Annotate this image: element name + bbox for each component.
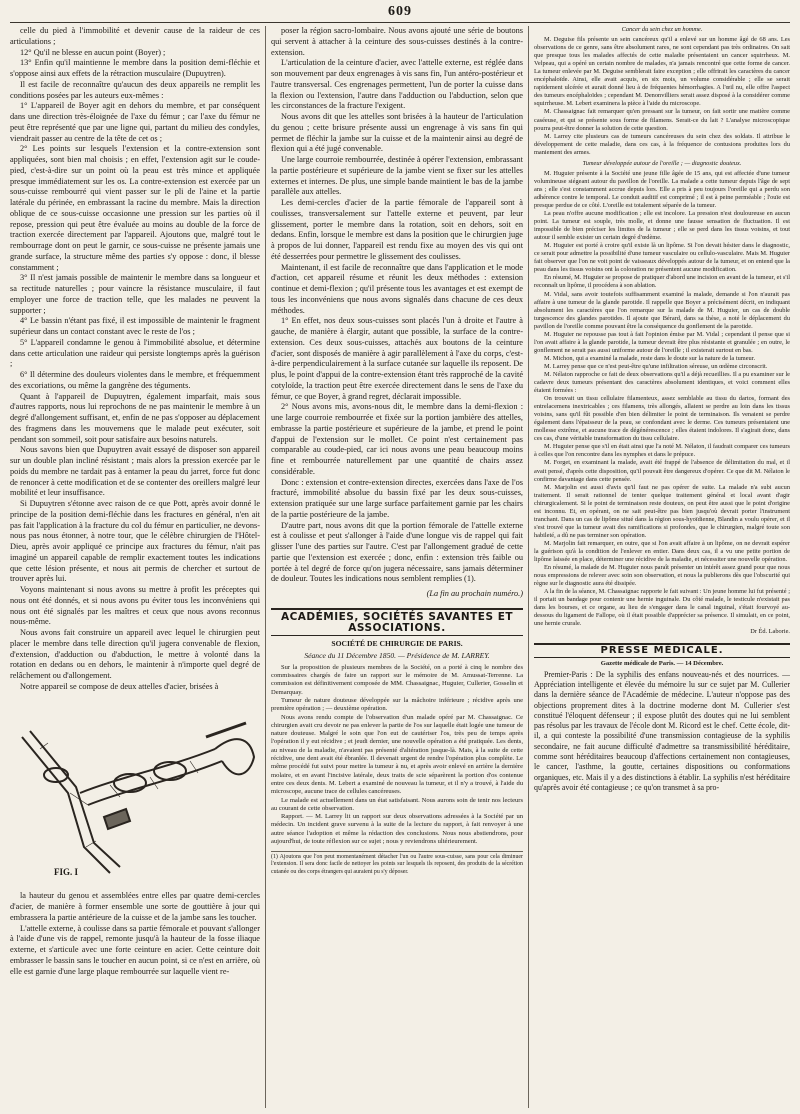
paragraph: 5° L'appareil condamne le genou à l'immobilité absolue, et détermine dans cette articulation une raideur qui persiste longtemps après la guérison ; bbox=[10, 337, 260, 369]
paragraph: Il est facile de reconnaître qu'aucun des deux appareils ne remplit les conditions posées par les auteurs eux-mêmes : bbox=[10, 79, 260, 100]
column-2 bbox=[271, 26, 523, 1110]
footnote: (1) Ajoutons que l'on peut momentanément détacher l'un ou l'autre sous-cuisse, sans pour cela diminuer l'extension. Il sera donc facile de nettoyer les points sur lesquels ils reposent, des produits de la sécrétion cutanée ou des corps étrangers qui auraient pu s'y déposer. bbox=[271, 851, 523, 876]
paragraph: D'autre part, nous avons dit que la portion fémorale de l'attelle externe est à coulisse et peut s'allonger à l'aide d'une longue vis de rappel qui fait glisser l'une des parties sur l'autre. C'est par l'allongement gradué de cette partie que l'extension est exercée ; donc, enfin : extension très faible ou portée à tel degré de force qu'on jugera nécessaire, sans jamais déterminer de douleur. Toutes les indications nous semblent remplies (1). bbox=[271, 520, 523, 584]
col3-paragraphs-2 bbox=[534, 170, 790, 629]
paragraph: En résumé, la malade de M. Huguier nous paraît présenter un intérêt assez grand pour que nous nous empressions de relever avec soin son observation, et nous la publierons dès que l'obscurité qui règne sur le diagnostic aura été dissipée. bbox=[534, 564, 790, 588]
paragraph: M. Marjolin fait remarquer, en outre, que si l'on avait affaire à un lipôme, on ne devrait espérer la guérison qu'à la condition de l'enlever en entier. Dans deux cas, il a vu une petite portion de lipôme laissée en place, déterminer une récidive de la maladie, et nécessiter une nouvelle opération. bbox=[534, 539, 790, 564]
paragraph: M. Vidal, sans avoir toutefois suffisamment examiné la malade, demande si l'on n'aurait pas affaire à une tumeur de la glande parotide. Il rappelle que Boyer a précisément décrit, en indiquant absolument les caractères que l'on remarque sur la malade de M. Huguier, un cas de double turgescence des glandes parotides. Il ajoute que Bérard, dans sa thèse, a noté le déplacement du pavillon de l'oreille comme pouvant être la conséquence du gonflement de la parotide. bbox=[534, 290, 790, 330]
paragraph: Donc : extension et contre-extension directes, exercées dans l'axe de l'os fracturé, immobilité absolue du bassin fixé par les deux sous-cuisses, extension pratiquée sur une large surface parfaitement garnie par les chairs de la partie postérieure de la jambe. bbox=[271, 477, 523, 519]
paragraph: 2° Nous avons mis, avons-nous dit, le membre dans la demi-flexion : une large courroie rembourrée et fixée sur la portion jambière des attelles, embrasse la partie postérieure et supérieure de la jambe, et prend le point d'appui de l'extension sur le mollet. Ce point n'est certainement pas comparable au coude-pied, car ici nous avons une peau beaucoup moins fine et rembourrée naturellement par une quantité de chairs assez considérable. bbox=[271, 402, 523, 476]
society-title: SOCIÉTÉ DE CHIRURGIE DE PARIS. bbox=[331, 639, 463, 649]
col1-paragraphs-after bbox=[10, 891, 260, 977]
paragraph: M. Marjolin est aussi d'avis qu'il faut ne pas opérer de suite. La malade n'a subi aucun traitement. Il serait rationnel de tenter quelque traitement général et local avant d'agir chirurgicalement. Si le point de terminaison reste douteux, on peut être aussi que le point d'origine est inconnu. Et, en opérant, on ne sait peut-être pas bien jusqu'où devrait porter l'instrument tranchant. Dans un cas de lipôme situé dans la région sous-hyoïdienne, Blandin a voulu opérer, et il s'est trouvé que la tumeur avait des ramifications si profondes, que le chirurgien, malgré toute son habileté, a dû ne pas terminer son opération. bbox=[534, 483, 790, 539]
paragraph: M. Deguise fils présente un sein cancéreux qu'il a enlevé sur un homme âgé de 68 ans. Les observations de ce genre, sans être absolument rares, ne sont cependant pas très ordinaires. On sait que presque tous les malades affectés de cette maladie présentaient un cancer squirrheux. M. Velpeau, qui a opéré un certain nombre de malades, n'a jamais rencontré que cette forme de cancer. La tumeur enlevée par M. Deguise semblerait faire exception ; elle offrirait les caractères du cancer encéphaloïde. Ainsi, elle avait acquis, en six mois, un volume considérable ; elle se serait rapidement ulcérée et aurait donné lieu à de fréquentes hémorrhagies. A l'œil nu, elle offre l'aspect des tumeurs encéphaloïdes ; cependant M. Denonvilliers serait assez disposé à la considérer comme squirrheuse. M. Lebert examinera la pièce à l'aide du microscope. bbox=[534, 36, 790, 108]
header-rule bbox=[10, 22, 790, 23]
paragraph: Tumeur de nature douteuse développée sur la mâchoire inférieure ; récidive après une première opération ; — deuxième opération. bbox=[271, 696, 523, 713]
page-number: 609 bbox=[388, 4, 412, 19]
paragraph: poser la région sacro-lombaire. Nous avons ajouté une série de boutons qui servent à attacher à la ceinture des sous-cuisses destinés à la contre-extension. bbox=[271, 26, 523, 57]
column-3 bbox=[534, 26, 790, 1110]
apparatus-figure bbox=[10, 697, 260, 885]
col2-small-paragraphs bbox=[271, 664, 523, 847]
paragraph: Nous avons fait construire un appareil avec lequel le chirurgien peut placer le membre dans telle direction qu'il jugera convenable de flexion, d'extension, d'adduction ou d'abduction, le mettre à volonté dans la rotation en dedans ou en dehors, le maintenir à n'importe quel degré de relâchement ou d'allongement. bbox=[10, 628, 260, 680]
subsection-heading: Tumeur développée autour de l'oreille ; — diagnostic douteux. bbox=[582, 159, 742, 167]
paragraph: Quant à l'appareil de Dupuytren, également imparfait, mais sous d'autres rapports, nous lui reprochons de ne pas maintenir le membre à un degré d'allongement suffisant, et, enfin de ne pas s'opposer au déplacement des fragmens dans les mouvemens que le malade peut exécuter, soit pendant son sommeil, soit pour satisfaire aux besoins naturels. bbox=[10, 391, 260, 444]
paragraph: M. Nélaton rapproche ce fait de deux observations qu'il a déjà recueillies. Il a pu examiner sur le cadavre deux tumeurs présentant des caractères absolument identiques, et voici comment elles étaient formées : bbox=[534, 370, 790, 395]
column-1 bbox=[10, 26, 260, 1110]
col1-paragraphs bbox=[10, 26, 260, 693]
press-paragraph: Premier-Paris : De la syphilis des enfans nouveau-nés et des nourrices. — Appréciation intelligente et élevée du mémoire lu sur ce sujet par M. Cullerier dans la dernière séance de l'Académie de médecine. L'auteur n'oppose pas des objections proprement dites à la doctrine moderne dont M. Cullerier s'est constitué l'éloquent défenseur ; il expose plutôt des doutes qui ne lui semblent pas résolus par les travaux de l'école dont M. Ricord est le chef. Cette école, dit-il, a qui conteste la possibilité d'une transmission contagieuse de la syphilis secondaire, ne fait aucune difficulté d'admettre sa transmissibilité héréditaire, comme sont héréditaires beaucoup d'affections certainement non contagieuses, le cancer, l'asthme, la goutte, certaines dispositions ou conformations organiques, etc. Mais il y a des distinctions à établir. La syphilis n'est héréditaire qu'après avoir été contagieuse ; ce qu'on transmet à sa pro- bbox=[534, 669, 790, 792]
paragraph: M. Huguier pense que s'il en était ainsi que l'a noté M. Nélaton, il faudrait comparer ces tumeurs à celles que l'on rencontre dans les nymphes et dans le prépuce. bbox=[534, 443, 790, 459]
continued-note: (La fin au prochain numéro.) bbox=[426, 589, 523, 598]
paragraph: 1° L'appareil de Boyer agit en dehors du membre, et par conséquent dans une direction très-éloignée de l'axe du fémur ; car l'axe du fémur ne peut être représenté que par une ligne qui, partant du milieu des condyles, viendrait passer au centre de la tête de cet os ; bbox=[10, 101, 260, 143]
column-divider bbox=[528, 26, 529, 1108]
press-title: PRESSE MÉDICALE. bbox=[534, 643, 790, 658]
press-subtitle: Gazette médicale de Paris. — 14 Décembre. bbox=[600, 659, 724, 667]
paragraph: 13° Enfin qu'il maintienne le membre dans la position demi-fléchie et s'oppose ainsi aux effets de la rétraction musculaire (Dupuytren). bbox=[10, 58, 260, 78]
paragraph: la hauteur du genou et assemblées entre elles par quatre demi-cercles d'acier, de manière à former ensemble une sorte de gouttière à jour qui embrassera la partie antérieure de la cuisse et de la jambe sans les toucher. bbox=[10, 891, 260, 922]
paragraph: 3° Il n'est jamais possible de maintenir le membre dans sa longueur et sa rectitude naturelles ; pour vaincre la résistance musculaire, il faut employer une force de traction telle, que les malades ne peuvent la supporter ; bbox=[10, 273, 260, 315]
paragraph: Une large courroie rembourrée, destinée à opérer l'extension, embrassant la partie postérieure et supérieure de la jambe vient se fixer sur les attelles externes et internes. De plus, une simple bande maintient le bas de la jambe parallèle aux attelles. bbox=[271, 155, 523, 197]
paragraph: M. Larrey cite plusieurs cas de tumeurs cancéreuses du sein chez des soldats. Il attribue le développement de cette maladie, dans ces cas, à la fréquence de contusions produites lors du maniement des armes. bbox=[534, 132, 790, 156]
paragraph: Voyons maintenant si nous avons su mettre à profit les préceptes qui nous ont été donnés, et si nous avons pu éviter tous les inconvéniens qui nous ont été signalés par les maîtres et ceux que nous avons reconnus nous-même. bbox=[10, 585, 260, 627]
paragraph: L'articulation de la ceinture d'acier, avec l'attelle externe, est réglée dans son mouvement par deux engrenages à vis sans fin, l'un antéro-postérieur et l'autre transversal. Ces engrenages permettent, l'un de porter la cuisse dans la flexion ou l'extension, l'autre dans l'adduction ou l'abduction, selon que les circonstances de la fracture l'exigent. bbox=[271, 58, 523, 111]
paragraph: En résumé, M. Huguier se propose de pratiquer d'abord une incision en avant de la tumeur, et s'il reconnaît un lipôme, il procédera à son ablation. bbox=[534, 274, 790, 290]
paragraph: M. Michon, qui a examiné la malade, reste dans le doute sur la nature de la tumeur. bbox=[544, 354, 756, 362]
paragraph: M. Chassaignac fait remarquer qu'en pressant sur la tumeur, on fait sortir une matière comme caséeuse, et qui se présente sous forme de filamens. Serait-ce du lait ? L'analyse microscopique pourra peut-être donner la solution de cette question. bbox=[534, 108, 790, 132]
paragraph: Nous savons bien que Dupuytren avait essayé de disposer son appareil sur un double plan incliné résistant ; mais alors la pression exercée par le poids du membre ne tardait pas à entamer la peau du jarret, force fut donc de renoncer à cette modification et de se contenter des oreillers malgré leur mobilité et leur insuffisance. bbox=[10, 445, 260, 498]
paragraph: M. Huguier présente à la Société une jeune fille âgée de 15 ans, qui est affectée d'une tumeur volumineuse siégeant autour du pavillon de l'oreille. La malade a cette tumeur depuis l'âge de sept ans ; elle s'est constamment accrue depuis lors. Elle a pris à peu toujours l'oreille qui a perdu son adhérence contre le temporal. Le conduit auditif est comprimé ; il est à peine perméable ; l'ouïe est presque perdue de ce côté. L'oreille est totalement séparée de la tumeur. bbox=[534, 169, 790, 209]
paragraph: 4° Le bassin n'étant pas fixé, il est impossible de maintenir le fragment supérieur dans un contact constant avec le reste de l'os ; bbox=[10, 316, 260, 336]
paragraph: Si Dupuytren s'étonne avec raison de ce que Pott, après avoir donné le principe de la position demi-fléchie dans les fractures en général, n'en ait pas fait l'application à la fracture du col du fémur en particulier, ne devons-nous pas nous étonner, à notre tour, que le célèbre chirurgien de l'Hôtel-Dieu, après avoir appliqué ce principe aux fractures du fémur, n'ait pas imaginé un appareil capable de remplir exactement toutes les indications que cette lésion présente, et nous ait permis de chercher et surtout de trouver après lui. bbox=[10, 499, 260, 584]
running-head: Cancer du sein chez un homme. bbox=[621, 26, 703, 33]
paragraph: Le malade est actuellement dans un état satisfaisant. Nous aurons soin de tenir nos lecteurs au courant de cette observation. bbox=[271, 796, 523, 812]
paragraph: Maintenant, il est facile de reconnaître que dans l'application et le mode d'action, cet appareil résume et réunit les deux méthodes : extension continue et demi-flexion ; qu'il présente tous les avantages et est exempt de tous les inconvéniens que nous avons signalés dans chacune de ces deux méthodes. bbox=[271, 262, 523, 315]
paragraph: Nous avons dit que les attelles sont brisées à la hauteur de l'articulation du genou ; cette brisure présente aussi un engrenage à vis sans fin qui permet de fléchir la jambe sur la cuisse et de la maintenir ainsi au degré de flexion qui a été jugé convenable. bbox=[271, 112, 523, 154]
column-divider bbox=[265, 26, 266, 1108]
paragraph: M. Forget, en examinant la malade, avait été frappé de l'absence de délimitation du mal, et il avait pensé, d'après cette disposition, qu'il pouvait être dangereux d'opérer. Ce que dit M. Nélaton le confirme davantage dans cette pensée. bbox=[534, 459, 790, 483]
col3-paragraphs-1 bbox=[534, 36, 790, 157]
paragraph: Notre appareil se compose de deux attelles d'acier, brisées à bbox=[20, 681, 219, 691]
col2-paragraphs bbox=[271, 26, 523, 585]
paragraph: L'attelle externe, à coulisse dans sa partie fémorale et pouvant s'allonger à l'aide d'une vis de rappel, remonte jusqu'à la hauteur de la fosse iliaque externe, et s'articule avec une forte ceinture en acier. Cette ceinture doit embrasser le bassin sans le toucher en aucun point, si ce n'est en arrière, où elle est garnie d'une large plaque rembourrée sur laquelle vient re- bbox=[10, 923, 260, 976]
signature: Dr Éd. Laborie. bbox=[750, 628, 790, 636]
paragraph: Rapport. — M. Larrey lit un rapport sur deux observations adressées à la Société par un médecin. Un incident grave survenu à la suite de la lecture du rapport, à fait renvoyer à une autre séance l'adoption et même la rédaction des conclusions. Nous nous abstiendrons, pour aujourd'hui, de toute réflexion sur ce sujet ; nous y reviendrons ultérieurement. bbox=[271, 813, 523, 845]
paragraph: M. Larrey pense que ce n'est peut-être qu'une infiltration séreuse, un œdème circonscrit. bbox=[544, 362, 768, 370]
paragraph: 6° Il détermine des douleurs violentes dans le membre, et fréquemment des excoriations, ou même la gangrène des téguments. bbox=[10, 370, 260, 390]
paragraph: On trouvait un tissu cellulaire filamenteux, assez semblable au tissu du dartos, formant des entrelacemens inextricables ; ces filamens, très allongés, allaient se perdre au loin dans les tissus voisins, sans qu'il fût possible d'en bien délimiter le point de terminaison. Ils venaient se perdre également dans l'épaisseur de la peau, se confondant avec le derme. Ces tumeurs présentaient une mollesse extrême, et aucune trace de dégénérescence ; elles étaient indolores. Il s'agirait donc, dans ces cas, d'une véritable transformation du tissu cellulaire. bbox=[534, 395, 790, 443]
paragraph: M. Huguier ne repousse pas tout à fait l'opinion émise par M. Vidal ; cependant il pense que si l'on avait affaire à la glande parotide, la tumeur devrait être plus résistante et granulée ; en outre, le gonflement ne serait pas aussi uniforme autour de l'oreille ; il existerait surtout en bas. bbox=[534, 330, 790, 354]
paragraph: celle du pied à l'immobilité et devenir cause de la raideur de ces articulations ; bbox=[10, 26, 260, 46]
figure-label: FIG. I bbox=[54, 866, 79, 877]
paragraph: 12° Qu'il ne blesse en aucun point (Boyer) ; bbox=[20, 47, 166, 57]
paragraph: 2° Les points sur lesquels l'extension et la contre-extension sont appliquées, sont bien mal choisis ; en effet, l'extension agit sur le coude-pied, c'est-à-dire sur un point où la peau est très mince et appliquée presque immédiatement sur les os. La contre-extension est exercée par un sous-cuisse rembourré qui vient passer sur le pli de l'aine et la partie latérale du périnée, en embrassant la racine du membre. Mais la direction oblique de ce sous-cuisse occasionne une pression sur les parties où il repose, pression qui peut être évaluée au moins au double de la force de traction exercée directement par l'appareil. Ajoutons que, malgré tout le rembourrage dont on peut le garnir, ce sous-cuisse ne présente jamais une grande surface, la structure même des parties s'y oppose : donc, il blesse constamment ; bbox=[10, 144, 260, 272]
paragraph: A la fin de la séance, M. Chassaignac rapporte le fait suivant : Un jeune homme lui fut présenté ; il portait un bandage pour contenir une hernie inguinale. Du côté malade, le testicule n'existait pas dans les bourses, et ce organe, au lieu de s'engager dans le canal inguinal, s'était fourvoyé au-dessous du ligament de Fallope, où il était possible d'apprécier sa présence. Il simulait, en ce point, une hernie crurale. bbox=[534, 588, 790, 628]
section-title: ACADÉMIES, SOCIÉTÉS SAVANTES ET ASSOCIATIONS. bbox=[271, 608, 523, 637]
paragraph: La peau n'offre aucune modification ; elle est incolore. La pression n'est douloureuse en aucun point. La tumeur est souple, très molle, et donne une fausse sensation de fluctuation. Il est impossible de bien préciser les limites de la tumeur ; elle se perd dans les tissus voisins, et tout autour il semble exister un certain degré d'œdème. bbox=[534, 210, 790, 242]
paragraph: Nous avons rendu compte de l'observation d'un malade opéré par M. Chassaignac. Ce chirurgien avait cru devoir ne pas enlever la partie de l'os sur laquelle était logée une tumeur de nature douteuse. Malgré le soin que l'on eut de cautériser l'os, très peu de temps après l'opération il y eut récidive ; et jeudi dernier, une nouvelle opération a été pratiquée. Les dents, au niveau de la maladie, n'avaient pas présenté d'altération jusque-là. Mais, à la suite de cette récidive, une dent avait été ébranlée. Il devenait urgent de rendre l'opération plus complète. Le même procédé fut suivi pour mettre la tumeur à nu, et après avoir enlevé en arrière la dernière molaire, et en avant l'incisive latérale, deux traits de scie séparèrent la portion d'os contenue entre ces deux dents. M. Lebert a examiné de nouveau la tumeur, et il n'y a trouvé, à l'aide du microscope, aucune trace de cellules cancéreuses. bbox=[271, 713, 523, 796]
paragraph: Sur la proposition de plusieurs membres de la Société, on a porté à cinq le nombre des commissaires chargés de faire un rapport sur le mémoire de M. Amussat-Terrenne. La commission est définitivement composée de MM. Chassaignac, Huguier, Cullerier, Gosselin et Demarquay. bbox=[271, 663, 523, 696]
paragraph: 1° En effet, nos deux sous-cuisses sont placés l'un à droite et l'autre à gauche, de manière à élargir, autant que possible, la surface de la contre-extension. Ces deux sous-cuisses, attachés aux boutons de la ceinture d'acier, sont disposés de manière à agir parallèlement à l'axe du corps, c'est-à-dire perpendiculairement à la surface cutanée sur laquelle ils reposent. De plus, le point d'appui de la contre-extension étant très rapproché de la cavité cotyloïde, la traction peut être exercée directement dans le sens de l'axe du fémur, ce que Boyer, à grand regret, déclarait impossible. bbox=[271, 316, 523, 401]
paragraph: Les demi-cercles d'acier de la partie fémorale de l'appareil sont à coulisses, transversalement sur l'attelle externe et peuvent, par leur glissement, porter le membre dans la rotation, soit en dehors, soit en dedans. Enfin, lorsque le membre est dans la position que le chirurgien juge à propos de lui donner, l'appareil est rendu fixe au moyen des vis qui ont été desserrées pour permettre le glissement des coulisses. bbox=[271, 198, 523, 261]
paragraph: M. Huguier est porté à croire qu'il existe là un lipôme. Si l'on devait hésiter dans le diagnostic, ce serait pour admettre la possibilité d'une tumeur vasculaire ou cellulo-vasculaire. Mais M. Huguier fait observer que l'on ne voit point de vaisseaux développés autour de la tumeur, et on entend que la peau dans les tissus voisins ont la coloration ne présentent aucune modification. bbox=[534, 242, 790, 274]
seance-line: Séance du 11 Décembre 1850. — Présidence de M. LARREY. bbox=[304, 651, 490, 660]
